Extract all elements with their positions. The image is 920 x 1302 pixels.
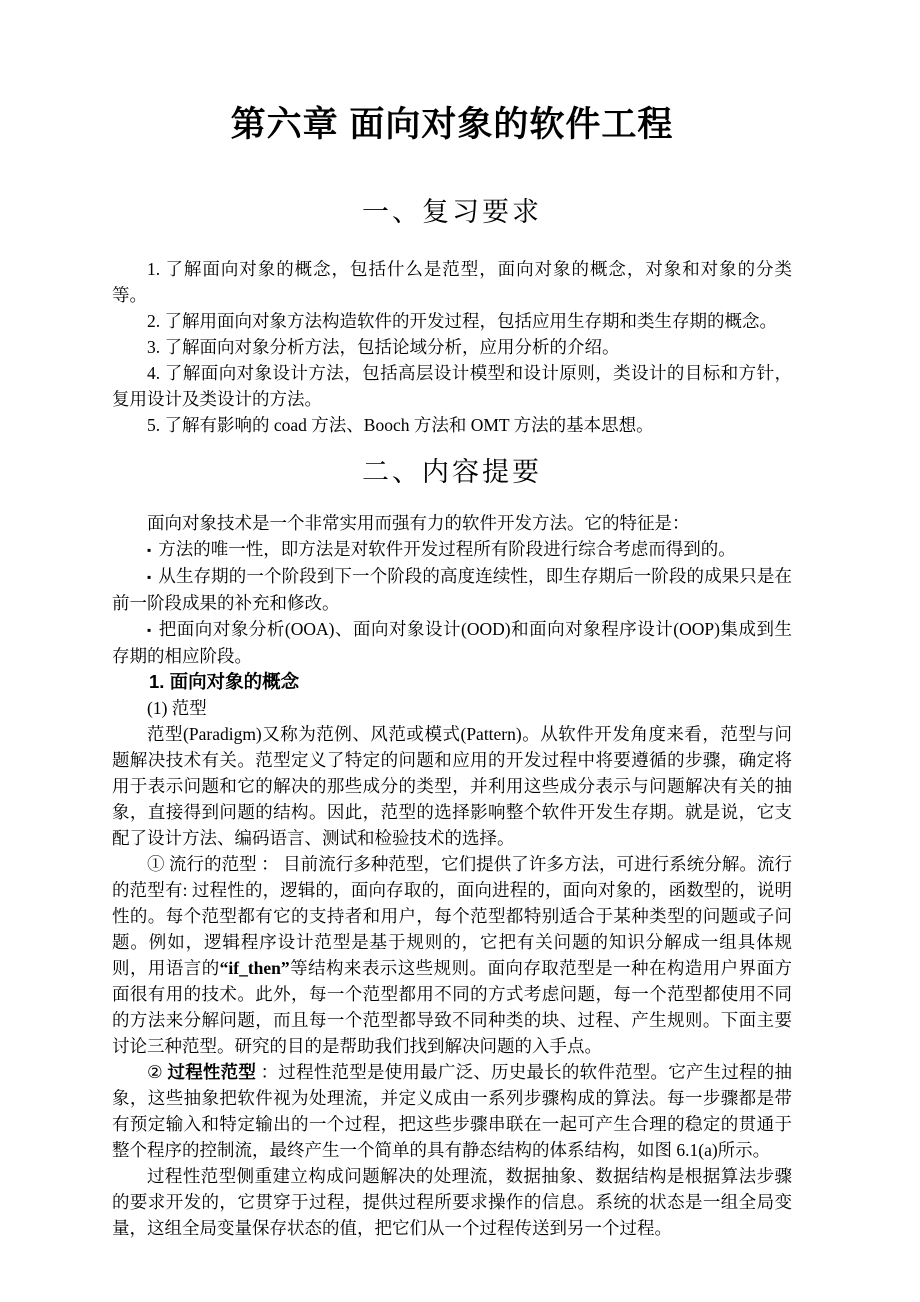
review-item: 3. 了解面向对象分析方法，包括论域分析，应用分析的介绍。: [147, 337, 620, 357]
bullet-text: 方法的唯一性，即方法是对软件开发过程所有阶段进行综合考虑而得到的。: [158, 539, 736, 559]
if-then-term: “if_then”: [219, 958, 290, 978]
review-item: 5. 了解有影响的 coad 方法、Booch 方法和 OMT 方法的基本思想。: [147, 415, 654, 435]
square-bullet-icon: ▪: [147, 623, 152, 637]
review-requirements-list: [112, 256, 792, 438]
procedural-colon: ：: [256, 1062, 279, 1082]
concept-subheading: 1. 面向对象的概念: [149, 671, 300, 692]
popular-paradigm-paragraph: [112, 851, 792, 1059]
paradigm-label: (1) 范型: [147, 698, 207, 718]
bullet-item: [112, 563, 792, 616]
bullet-text: 把面向对象分析(OOA)、面向对象设计(OOD)和面向对象程序设计(OOP)集成到生存期的相应阶段。: [112, 619, 792, 666]
procedural-body: 过程性范型是使用最广泛、历史最长的软件范型。它产生过程的抽象，这些抽象把软件视为处理流，并定义成由一系列步骤构成的算法。每一步骤都是带有预定输入和特定输出的一个过程，把这些步骤串联在一起可产生合理的稳定的贯通于整个程序的控制流，最终产生一个简单的具有静态结构的体系结构，如图 6.1(a)所示。: [112, 1062, 792, 1160]
page-content: [112, 102, 792, 1241]
procedural-marker: ②: [147, 1062, 168, 1082]
paradigm-paragraph: 范型(Paradigm)又称为范例、风范或模式(Pattern)。从软件开发角度来看，范型与问题解决技术有关。范型定义了特定的问题和应用的开发过程中将要遵循的步骤，确定将用于表示问题和它的解决的那些成分的类型，并利用这些成分表示与问题解决有关的抽象，直接得到问题的结构。因此，范型的选择影响整个软件开发生存期。就是说，它支配了设计方法、编码语言、测试和检验技术的选择。: [112, 724, 792, 848]
section-heading-content: 二、内容提要: [362, 457, 542, 487]
chapter-title: 第六章 面向对象的软件工程: [230, 105, 674, 144]
intro-paragraph: 面向对象技术是一个非常实用而强有力的软件开发方法。它的特征是：: [147, 513, 690, 533]
review-item: 1. 了解面向对象的概念，包括什么是范型，面向对象的概念，对象和对象的分类等。: [112, 259, 792, 305]
popular-paradigm-body1: 目前流行多种范型，它们提供了许多方法，可进行系统分解。流行的范型有: 过程性的，逻辑的，面向存取的，面向进程的，面向对象的，函数型的，说明性的。每个范型都有它的支持者和用户，每个范型都特别适合于某种类型的问题或子问题。例如，逻辑程序设计范型是基于规则的，它把有关问题的知识分解成一组具体规则，用语言的: [112, 854, 793, 978]
review-item: 4. 了解面向对象设计方法，包括高层设计模型和设计原则，类设计的目标和方针，复用设计及类设计的方法。: [112, 363, 792, 409]
bullet-text: 从生存期的一个阶段到下一个阶段的高度连续性，即生存期后一阶段的成果只是在前一阶段成果的补充和修改。: [112, 566, 792, 613]
bullet-item: [112, 616, 792, 669]
section-heading-review: 一、复习要求: [362, 197, 542, 227]
bullet-item: [112, 536, 792, 563]
square-bullet-icon: ▪: [147, 543, 152, 557]
popular-paradigm-prefix: ① 流行的范型 ：: [147, 854, 284, 874]
procedural-paradigm-paragraph2: 过程性范型侧重建立构成问题解决的处理流，数据抽象、数据结构是根据算法步骤的要求开发的，它贯穿于过程，提供过程所要求操作的信息。系统的状态是一组全局变量，这组全局变量保存状态的值，把它们从一个过程传送到另一个过程。: [112, 1166, 792, 1238]
square-bullet-icon: ▪: [147, 570, 152, 584]
popular-paradigm-body2: 等结构来表示这些规则。面向存取范型是一种在构造用户界面方面很有用的技术。此外，每一个范型都用不同的方式考虑问题，每一个范型都使用不同的方法来分解问题，而且每一个范型都导致不同种类的块、过程、产生规则。下面主要讨论三种范型。研究的目的是帮助我们找到解决问题的入手点。: [112, 958, 793, 1056]
procedural-paradigm-term: 过程性范型: [167, 1062, 257, 1082]
procedural-paradigm-paragraph: [112, 1059, 792, 1163]
review-item: 2. 了解用面向对象方法构造软件的开发过程，包括应用生存期和类生存期的概念。: [147, 311, 777, 331]
